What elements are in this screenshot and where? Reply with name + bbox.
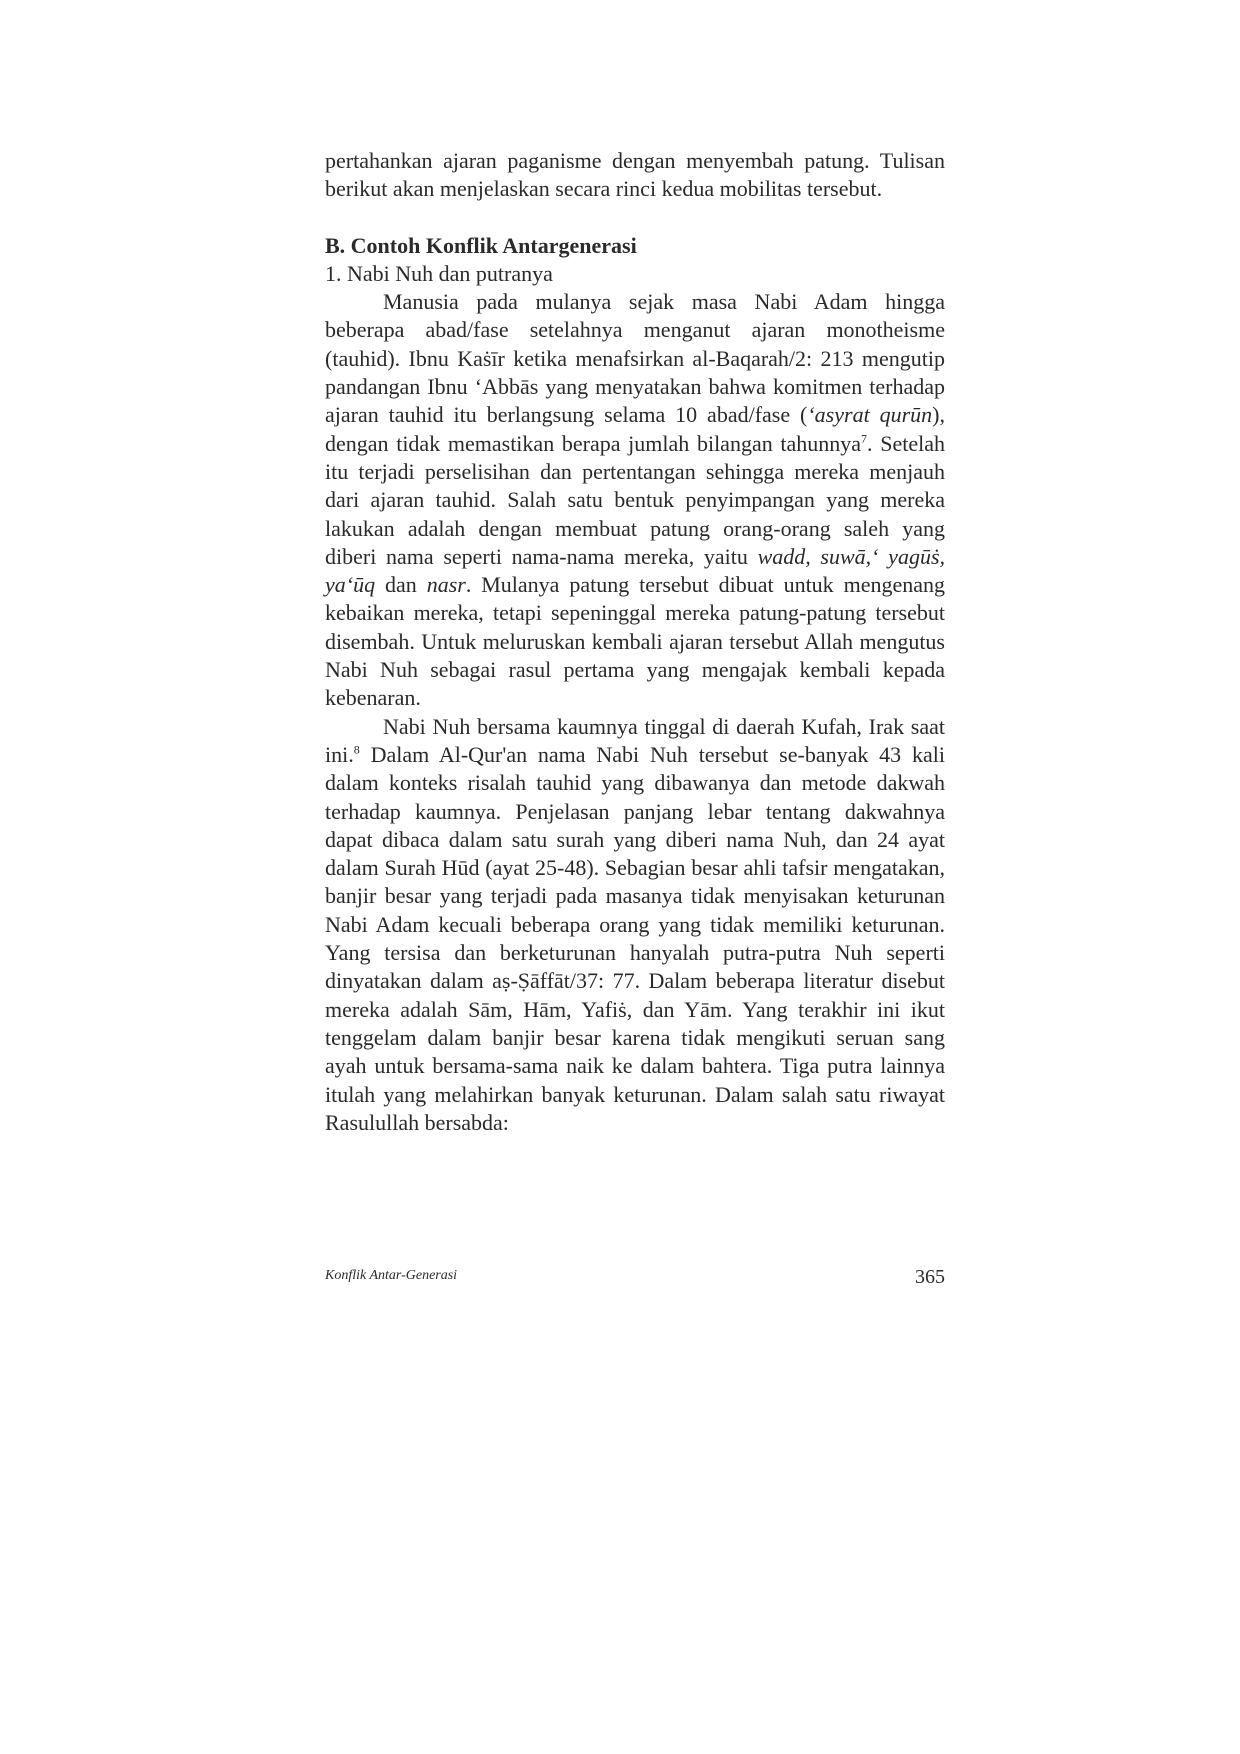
running-title: Konflik Antar-Generasi [325, 1268, 458, 1283]
paragraph-1-text-b: ), dengan tidak memastikan berapa jumlah bilangan tahunnya [325, 402, 945, 456]
footnote-marker-8[interactable]: 8 [353, 742, 360, 757]
paragraph-1 [325, 288, 945, 712]
paragraph-2-text-b: Dalam Al-Qur'an nama Nabi Nuh tersebut se-banyak 43 kali dalam konteks risalah tauhid yang dibawanya dan metode dakwah terhadap kaumnya. Penjelasan panjang lebar tentang dakwahnya dapat dibaca dalam satu surah yang diberi nama Nuh, dan 24 ayat dalam Surah Hūd (ayat 25-48). Sebagian besar ahli tafsir mengatakan, banjir besar yang terjadi pada masanya tidak menyisakan keturunan Nabi Adam kecuali beberapa orang yang tidak memiliki keturunan. Yang tersisa dan berketurunan hanyalah putra-putra Nuh seperti dinyatakan dalam aṣ-Ṣāffāt/37: 77. Dalam beberapa literatur disebut mereka adalah Sām, Hām, Yafiṡ, dan Yām. Yang terakhir ini ikut tenggelam dalam banjir besar karena tidak mengikuti seruan sang ayah untuk bersama-sama naik ke dalam bahtera. Tiga putra lainnya itulah yang melahirkan banyak keturunan. Dalam salah satu riwayat Rasulullah bersabda: [325, 741, 945, 1135]
page-footer [325, 1266, 945, 1296]
paragraph-1-italic-term-b: wadd, suwā,‘ yagūṡ, ya‘ūq [325, 543, 945, 598]
paragraph-1-text-a: Manusia pada mulanya sejak masa Nabi Adam hingga beberapa abad/fase setelahnya menganut ajaran monotheisme (tauhid). Ibnu Kaṡīr ketika menafsirkan al-Baqarah/2: 213 mengutip pandangan Ibnu ‘Abbās yang menyatakan bahwa komitmen terhadap ajaran tauhid itu berlangsung selama 10 abad/fase ( [325, 289, 945, 428]
page-body [325, 147, 945, 1137]
footnote-marker-7[interactable]: 7 [861, 431, 868, 446]
paragraph-1-italic-term-a: ‘asyrat qurūn [807, 402, 933, 428]
intro-paragraph: pertahankan ajaran paganisme dengan menyembah patung. Tulisan berikut akan menjelaskan secara rinci kedua mobilitas tersebut. [325, 148, 945, 202]
paragraph-1-text-e: . Mulanya patung tersebut dibuat untuk mengenang kebaikan mereka, tetapi sepeninggal mereka patung-patung tersebut disembah. Untuk meluruskan kembali ajaran tersebut Allah mengutus Nabi Nuh sebagai rasul pertama yang mengajak kembali kepada kebenaran. [325, 572, 946, 711]
subsection-heading: 1. Nabi Nuh dan putranya [325, 260, 553, 286]
section-heading: B. Contoh Konflik Antargenerasi [325, 232, 637, 258]
page-number: 365 [915, 1266, 945, 1288]
paragraph-1-italic-term-c: nasr [426, 572, 466, 598]
paragraph-2-text-a: Nabi Nuh bersama kaumnya tinggal di daerah Kufah, Irak saat ini. [325, 713, 945, 767]
paragraph-1-text-d: dan [375, 572, 427, 598]
paragraph-1-text-c: . Setelah itu terjadi perselisihan dan pertentangan sehingga mereka menjauh dari ajaran tauhid. Salah satu bentuk penyimpangan yang mereka lakukan adalah dengan membuat patung orang-orang saleh yang diberi nama seperti nama-nama mereka, yaitu [325, 430, 945, 569]
paragraph-2 [325, 713, 945, 1137]
